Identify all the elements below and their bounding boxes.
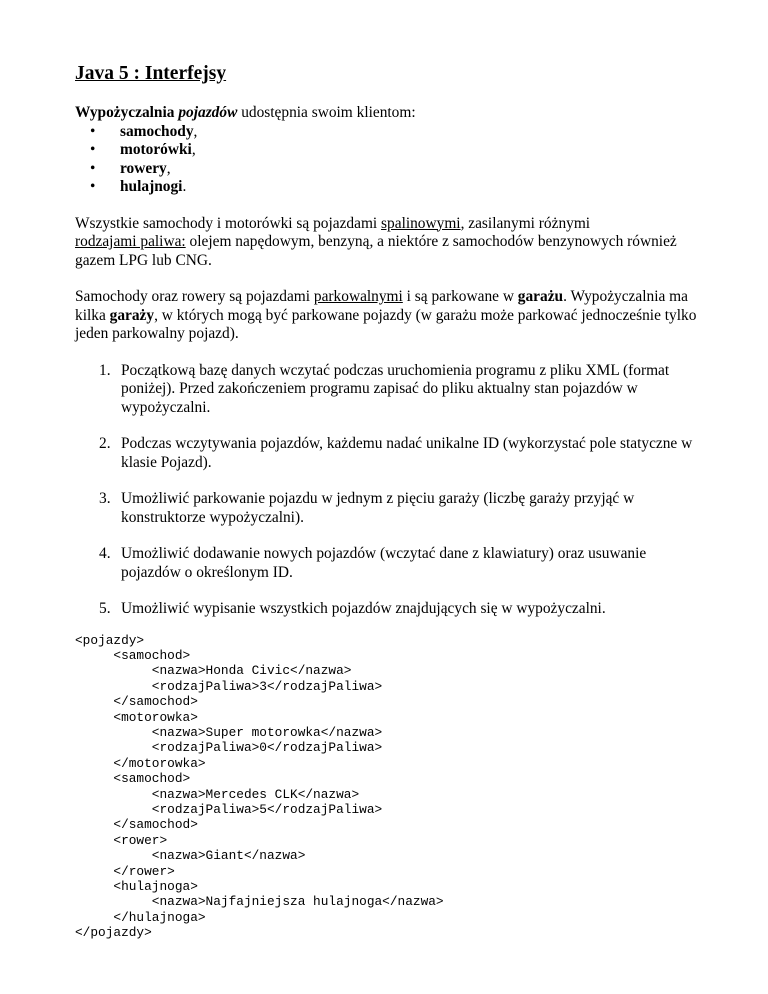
xml-line: <hulajnoga> xyxy=(75,879,198,894)
task-item xyxy=(75,362,701,418)
xml-line: </pojazdy> xyxy=(75,925,152,941)
xml-line: <nazwa>Najfajniejsza hulajnoga</nazwa> xyxy=(75,894,444,910)
list-item-punct: , xyxy=(193,122,198,140)
list-item-label: motorówki xyxy=(120,141,192,158)
para-text: , w których mogą być parkowane pojazdy (w garażu może parkować jednocześnie tylko jeden parkowalny pojazd). xyxy=(75,306,697,342)
list-item xyxy=(86,123,715,142)
vehicle-list xyxy=(75,123,715,197)
task-number: 3. xyxy=(99,490,111,507)
xml-line: </samochod> xyxy=(75,817,198,833)
list-item-punct: . xyxy=(182,178,187,195)
task-item xyxy=(75,545,701,582)
list-item xyxy=(86,141,715,160)
xml-line: </samochod> xyxy=(75,694,198,710)
task-text: Umożliwić wypisanie wszystkich pojazdów znajdujących się w wypożyczalni. xyxy=(121,600,606,617)
xml-line: <samochod> xyxy=(75,771,191,787)
xml-line: <rodzajPaliwa>0</rodzajPaliwa> xyxy=(75,740,383,756)
xml-line: </motorowka> xyxy=(75,755,206,771)
task-number: 5. xyxy=(99,600,111,617)
list-item-label: rowery xyxy=(120,159,167,177)
xml-line: <nazwa>Honda Civic</nazwa> xyxy=(75,663,352,679)
para-underline: spalinowymi xyxy=(381,214,461,232)
para-text: . Wypożyczalnia ma kilka xyxy=(75,288,688,324)
task-text: Umożliwić parkowanie pojazdu w jednym z pięciu garaży (liczbę garaży przyjąć w konstruktorze wypożyczalni). xyxy=(121,490,635,526)
para-bold: garażu xyxy=(517,288,564,305)
xml-example xyxy=(75,633,715,941)
para-text: olejem napędowym, benzyną, a niektóre z samochodów benzynowych również gazem LPG lub CNG. xyxy=(75,233,677,269)
intro-italic: pojazdów xyxy=(178,104,238,121)
para-underline: parkowalnymi xyxy=(313,288,403,305)
list-item-punct: , xyxy=(191,141,196,158)
intro-line xyxy=(75,104,715,123)
task-text: Początkową bazę danych wczytać podczas uruchomienia programu z pliku XML (format poniżej). Przed zakończeniem programu zapisać do pliku aktualny stan pojazdów w wypożyczalni. xyxy=(121,361,670,416)
paragraph-parking xyxy=(75,288,715,344)
xml-line: <rodzajPaliwa>5</rodzajPaliwa> xyxy=(75,801,383,817)
para-text: i są parkowane w xyxy=(402,288,518,305)
task-list xyxy=(75,362,715,619)
xml-line: <nazwa>Super motorowka</nazwa> xyxy=(75,724,383,740)
xml-line: <nazwa>Mercedes CLK</nazwa> xyxy=(75,786,360,802)
bullet-icon: • xyxy=(90,178,96,195)
intro-rest: udostępnia swoim klientom: xyxy=(241,104,416,121)
task-item xyxy=(75,490,701,527)
xml-line: <nazwa>Giant</nazwa> xyxy=(75,848,306,864)
xml-line: <samochod> xyxy=(75,647,191,663)
page-title: Java 5 : Interfejsy xyxy=(75,63,227,84)
task-number: 4. xyxy=(99,545,111,562)
xml-line: <rodzajPaliwa>3</rodzajPaliwa> xyxy=(75,678,383,694)
para-text: Wszystkie samochody i motorówki są pojazdami xyxy=(75,214,382,232)
para-underline: rodzajami paliwa: xyxy=(75,233,186,250)
task-number: 1. xyxy=(99,361,111,379)
task-number: 2. xyxy=(99,435,111,452)
xml-line: <pojazdy> xyxy=(75,632,145,648)
para-bold: garaży xyxy=(109,306,155,324)
xml-line: </rower> xyxy=(75,863,175,879)
xml-line: <rower> xyxy=(75,832,168,848)
xml-line: </hulajnoga> xyxy=(75,909,206,925)
list-item-label: samochody xyxy=(120,122,194,140)
xml-line: <motorowka> xyxy=(75,709,198,725)
document-page xyxy=(75,62,715,941)
bullet-icon: • xyxy=(90,159,96,177)
task-text: Podczas wczytywania pojazdów, każdemu nadać unikalne ID (wykorzystać pole statyczne w klasie Pojazd). xyxy=(121,435,693,471)
bullet-icon: • xyxy=(90,122,96,140)
list-item xyxy=(86,178,715,197)
task-text: Umożliwić dodawanie nowych pojazdów (wczytać dane z klawiatury) oraz usuwanie pojazdów o określonym ID. xyxy=(121,545,647,581)
paragraph-fuel xyxy=(75,215,715,271)
bullet-icon: • xyxy=(90,141,96,158)
para-text: Samochody oraz rowery są pojazdami xyxy=(75,288,314,305)
list-item xyxy=(86,160,715,179)
list-item-punct: , xyxy=(166,159,171,177)
task-item xyxy=(75,600,701,619)
para-text: , zasilanymi różnymi xyxy=(460,214,591,232)
intro-bold: Wypożyczalnia xyxy=(75,104,175,121)
task-item xyxy=(75,435,701,472)
list-item-label: hulajnogi xyxy=(120,178,183,195)
